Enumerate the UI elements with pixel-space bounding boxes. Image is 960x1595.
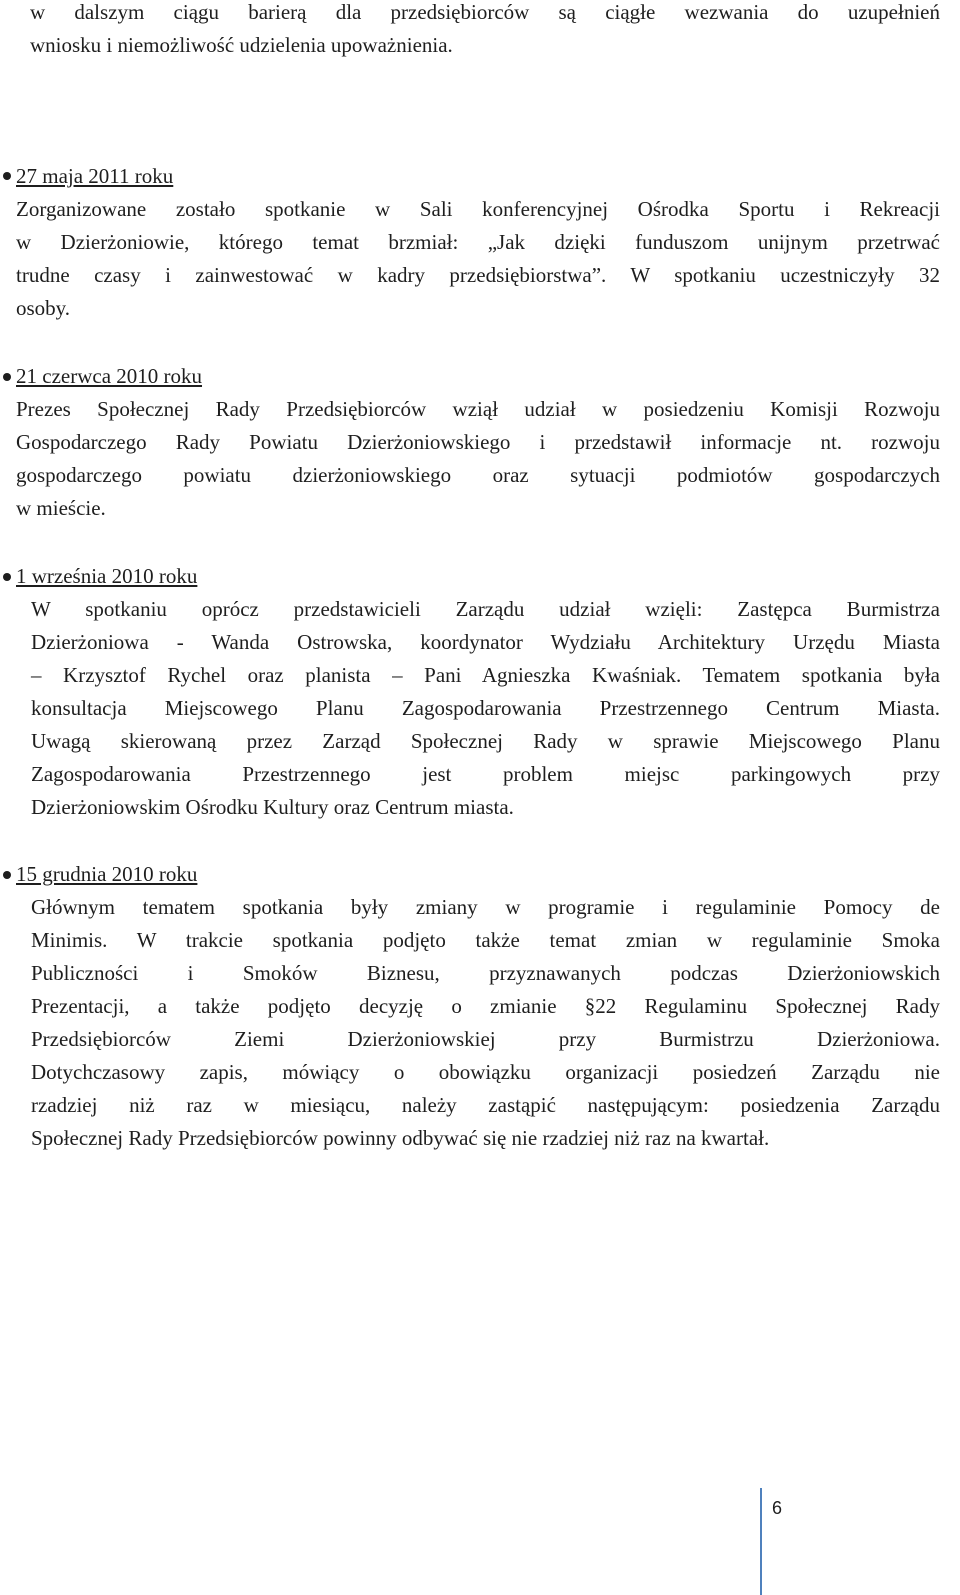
entry-line: Przedsiębiorców Ziemi Dzierżoniowskiej przy Burmistrzu Dzierżoniowa.	[31, 1027, 940, 1051]
entry-line: Dotychczasowy zapis, mówiący o obowiązku organizacji posiedzeń Zarządu nie	[31, 1060, 940, 1084]
entry-line: trudne czasy i zainwestować w kadry przedsiębiorstwa”. W spotkaniu uczestniczyły 32	[16, 263, 940, 287]
bullet-icon	[3, 871, 11, 879]
intro-line: wniosku i niemożliwość udzielenia upoważnienia.	[30, 33, 453, 57]
entry-line: Prezentacji, a także podjęto decyzję o zmianie §22 Regulaminu Społecznej Rady	[31, 994, 940, 1018]
entry-line: Dzierżoniowa - Wanda Ostrowska, koordynator Wydziału Architektury Urzędu Miasta	[31, 630, 940, 654]
intro-paragraph	[30, 0, 940, 62]
entry-date-heading: 1 września 2010 roku	[16, 564, 198, 588]
entry-paragraph	[16, 393, 940, 525]
entry-line: Społecznej Rady Przedsiębiorców powinny odbywać się nie rzadziej niż raz na kwartał.	[31, 1126, 770, 1150]
entry-line: w mieście.	[16, 496, 106, 520]
entry-date-heading: 21 czerwca 2010 roku	[16, 364, 203, 388]
entry-line: Gospodarczego Rady Powiatu Dzierżoniowskiego i przedstawił informacje nt. rozwoju	[16, 430, 940, 454]
entry-line: Uwagą skierowaną przez Zarząd Społecznej Rady w sprawie Miejscowego Planu	[31, 729, 940, 753]
entry-paragraph	[16, 193, 940, 325]
intro-line: w dalszym ciągu barierą dla przedsiębiorców są ciągłe wezwania do uzupełnień	[30, 0, 940, 24]
entry-date-heading: 15 grudnia 2010 roku	[16, 862, 198, 886]
entry-line: Głównym tematem spotkania były zmiany w programie i regulaminie Pomocy de	[31, 895, 940, 919]
entry-line: Prezes Społecznej Rady Przedsiębiorców wziął udział w posiedzeniu Komisji Rozwoju	[16, 397, 940, 421]
entry-line: Minimis. W trakcie spotkania podjęto także temat zmian w regulaminie Smoka	[31, 928, 940, 952]
bullet-icon	[3, 172, 11, 180]
entry-line: osoby.	[16, 296, 71, 320]
bullet-icon	[3, 573, 11, 581]
entry-line: Zorganizowane zostało spotkanie w Sali konferencyjnej Ośrodka Sportu i Rekreacji	[16, 197, 940, 221]
entry-line: W spotkaniu oprócz przedstawicieli Zarządu udział wzięli: Zastępca Burmistrza	[31, 597, 940, 621]
entry-line: – Krzysztof Rychel oraz planista – Pani Agnieszka Kwaśniak. Tematem spotkania była	[31, 663, 940, 687]
entry-line: Publiczności i Smoków Biznesu, przyznawanych podczas Dzierżoniowskich	[31, 961, 940, 985]
footer-rule	[760, 1488, 762, 1595]
entry-paragraph	[31, 891, 940, 1155]
bullet-icon	[3, 373, 11, 381]
entry-line: Dzierżoniowskim Ośrodku Kultury oraz Centrum miasta.	[31, 795, 514, 819]
entry-date-heading: 27 maja 2011 roku	[16, 164, 174, 188]
entry-line: rzadziej niż raz w miesiącu, należy zastąpić następującym: posiedzenia Zarządu	[31, 1093, 940, 1117]
entry-line: konsultacja Miejscowego Planu Zagospodarowania Przestrzennego Centrum Miasta.	[31, 696, 940, 720]
entry-line: gospodarczego powiatu dzierżoniowskiego oraz sytuacji podmiotów gospodarczych	[16, 463, 940, 487]
entry-line: Zagospodarowania Przestrzennego jest problem miejsc parkingowych przy	[31, 762, 940, 786]
entry-paragraph	[31, 593, 940, 824]
page-number: 6	[772, 1498, 783, 1518]
entry-line: w Dzierżoniowie, którego temat brzmiał: „Jak dzięki funduszom unijnym przetrwać	[16, 230, 940, 254]
